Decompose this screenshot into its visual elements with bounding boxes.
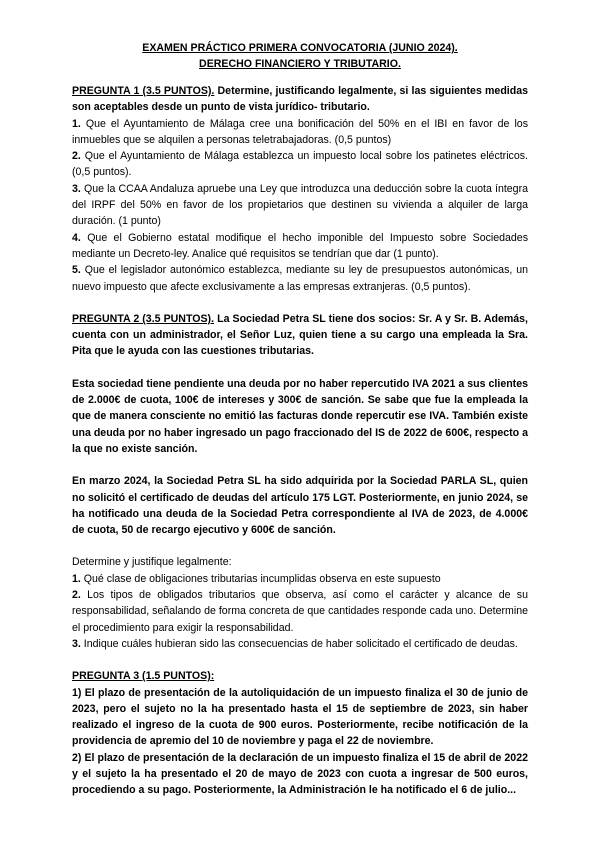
question-1 — [72, 83, 528, 295]
list-item: 5. Que el legislador autonómico establezca, mediante su ley de presupuestos autonómicas, un nuevo impuesto que afecte exclusivamente a las empresas extranjeras. (0,5 puntos). — [72, 264, 528, 293]
question-3 — [72, 668, 528, 798]
question-2-heading: PREGUNTA 2 (3.5 PUNTOS). — [72, 312, 215, 325]
list-item: 3. Que la CCAA Andaluza apruebe una Ley que introduzca una deducción sobre la cuota íntegra del IRPF del 50% en favor de los propietarios que destinen su vivienda a alquiler de larga duración. (1 punto) — [72, 182, 528, 228]
question-2-ask: Determine y justifique legalmente: — [72, 556, 232, 569]
question-3-case-1: 1) El plazo de presentación de la autoliquidación de un impuesto finaliza el 30 de junio de 2023, pero el sujeto no la ha presentado hasta el 15 de septiembre de 2023, sin haber realizado el ingreso de la cuota de 900 euros. Posteriormente, recibe notificación de la providencia de apremio del 10 de noviembre y paga el 22 de noviembre. — [72, 686, 528, 748]
question-1-statement: Determine, justificando legalmente, si las siguientes medidas son aceptables desde un punto de vista jurídico- tributario. — [72, 85, 528, 114]
exam-title — [72, 40, 528, 72]
list-item: 2. Que el Ayuntamiento de Málaga establezca un impuesto local sobre los patinetes eléctricos. (0,5 puntos). — [72, 150, 528, 179]
question-2-paragraph-debts: Esta sociedad tiene pendiente una deuda por no haber repercutido IVA 2021 a sus clientes de 2.000€ de cuota, 100€ de intereses y 300€ de sanción. Se sabe que fue la empleada la que de manera consciente no emitió las facturas donde repercutir ese IVA. También existe una deuda por no haber ingresado un pago fraccionado del IS de 2022 de 600€, respecto a la que no existe sanción. — [72, 377, 528, 455]
exam-page — [72, 40, 528, 799]
list-item: 4. Que el Gobierno estatal modifique el hecho imponible del Impuesto sobre Sociedades mediante un Decreto-ley. Analice qué requisitos se tendrían que dar (1 punto). — [72, 231, 528, 260]
question-3-case-2: 2) El plazo de presentación de la declaración de un impuesto finaliza el 15 de abril de 2022 y el sujeto la ha presentado el 20 de mayo de 2023 con cuota a ingresar de 500 euros, procediendo a su pago. Posteriormente, la Administración le ha notificado el 6 de julio... — [72, 751, 528, 797]
question-1-intro — [72, 83, 528, 116]
list-item: 1. Qué clase de obligaciones tributarias incumplidas observa en este supuesto — [72, 572, 441, 585]
exam-title-line-1: EXAMEN PRÁCTICO PRIMERA CONVOCATORIA (JUNIO 2024). — [142, 42, 458, 54]
list-item: 1. Que el Ayuntamiento de Málaga cree una bonificación del 50% en el IBI en favor de los inmuebles que se alquilen a personas teletrabajadoras. (0,5 puntos) — [72, 117, 528, 146]
question-2-paragraph-acquisition: En marzo 2024, la Sociedad Petra SL ha sido adquirida por la Sociedad PARLA SL, quien no solicitó el certificado de deudas del artículo 175 LGT. Posteriormente, en junio 2024, se ha notificado una deuda de la Sociedad Petra correspondiente al IVA de 2023, de 4.000€ de cuota, 50 de recargo ejecutivo y 600€ de sanción. — [72, 475, 528, 537]
list-item: 2. Los tipos de obligados tributarios que observa, así como el carácter y alcance de su responsabilidad, señalando de forma concreta de que cantidades responde cada uno. Determine el procedimiento para exigir la responsabilidad. — [72, 589, 528, 634]
list-item: 3. Indique cuáles hubieran sido las consecuencias de haber solicitado el certificado de deudas. — [72, 637, 518, 650]
question-1-heading: PREGUNTA 1 (3.5 PUNTOS). — [72, 85, 215, 97]
question-2-statement: La Sociedad Petra SL tiene dos socios: Sr. A y Sr. B. Además, cuenta con un administrador, el Señor Luz, quien tiene a su cargo una empleada la Sra. Pita que le ayuda con las cuestiones tributarias. — [72, 312, 528, 358]
question-2 — [72, 311, 528, 652]
exam-title-line-2: DERECHO FINANCIERO Y TRIBUTARIO. — [199, 58, 401, 70]
question-3-heading: PREGUNTA 3 (1.5 PUNTOS): — [72, 670, 215, 683]
question-2-intro — [72, 311, 528, 360]
